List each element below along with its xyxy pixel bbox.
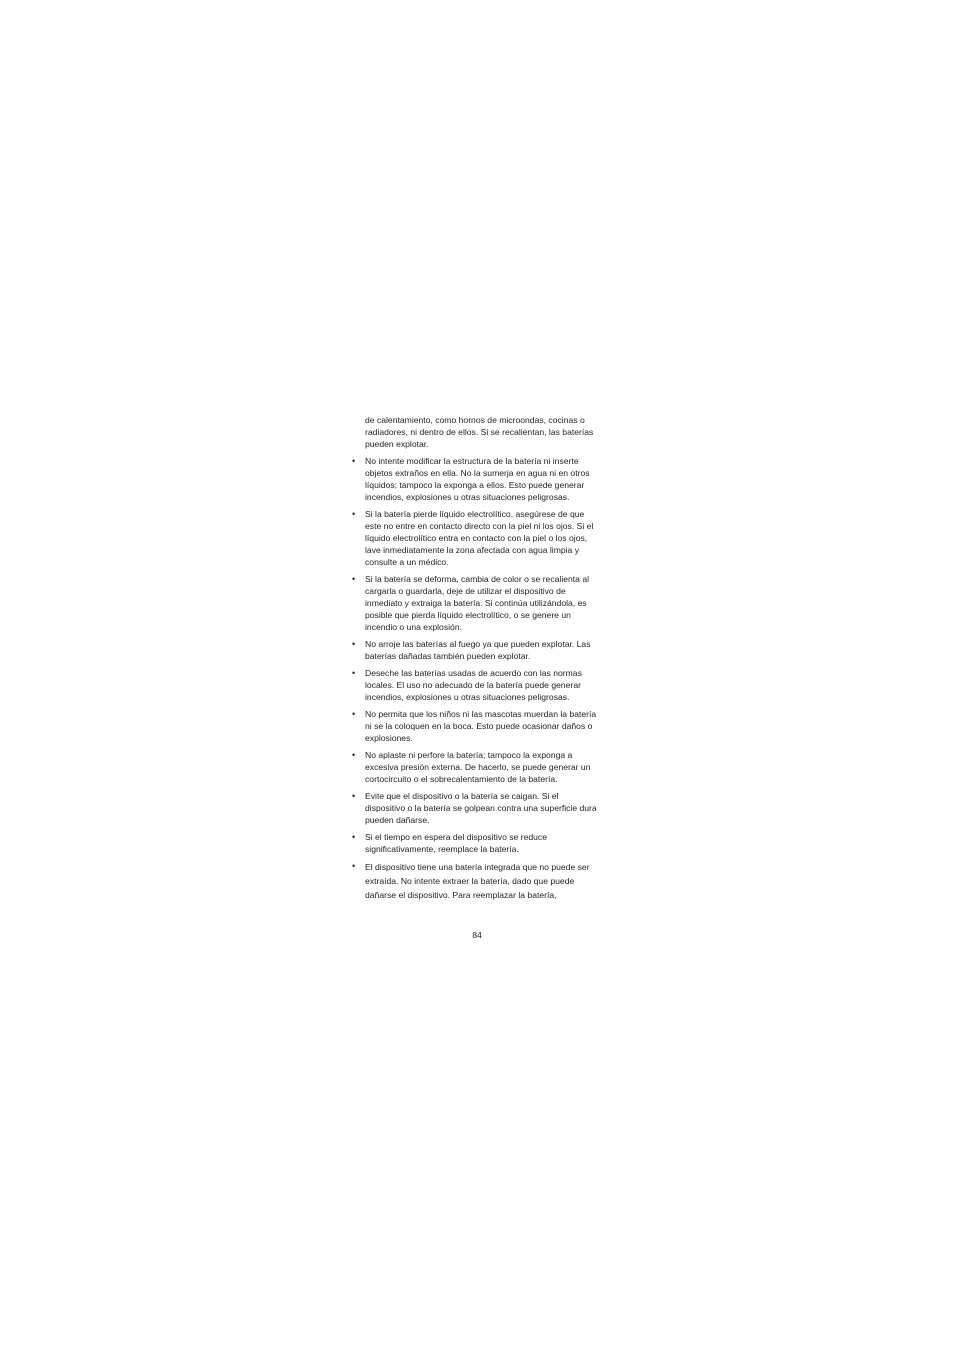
list-item: [352, 455, 598, 503]
bullet-icon: •: [352, 832, 356, 842]
list-item-text: No arroje las baterías al fuego ya que pueden explotar. Las baterías dañadas también pueden explotar.: [365, 639, 591, 661]
list-item: [352, 508, 598, 568]
list-item-text: El dispositivo tiene una batería integrada que no puede ser extraída. No intente extraer la batería, dado que puede dañarse el dispositivo. Para reemplazar la batería,: [365, 862, 590, 900]
list-item-text: No aplaste ni perfore la batería; tampoco la exponga a excesiva presión externa. De hacerlo, se puede generar un cortocircuito o el sobrecalentamiento de la batería.: [365, 750, 591, 784]
list-item: [352, 708, 598, 744]
list-item: [352, 790, 598, 826]
bullet-icon: •: [352, 668, 356, 678]
bullet-icon: •: [352, 709, 356, 719]
list-item-text: Si la batería se deforma, cambia de color o se recalienta al cargarla o guardarla, deje de utilizar el dispositivo de inmediato y extraiga la batería. Si continúa utilizándola, es posible que pierda líquido electrolítico, o se genere un incendio o una explosión.: [365, 574, 590, 632]
list-item-text: Deseche las baterías usadas de acuerdo con las normas locales. El uso no adecuado de la batería puede generar incendios, explosiones u otras situaciones peligrosas.: [365, 668, 582, 702]
lead-paragraph: de calentamiento, como hornos de microondas, cocinas o radiadores, ni dentro de ellos. Si se recalientan, las baterías pueden explotar.: [365, 415, 594, 449]
safety-bullet-list: [352, 455, 598, 902]
list-item-text: Evite que el dispositivo o la batería se caigan. Si el dispositivo o la batería se golpean contra una superficie dura pueden dañarse.: [365, 791, 597, 825]
page-body: [352, 414, 598, 907]
bullet-icon: •: [352, 456, 356, 466]
list-item-text: No intente modificar la estructura de la batería ni inserte objetos extraños en ella. No la sumerja en agua ni en otros líquidos; tampoco la exponga a ellos. Esto puede generar incendios, explosiones u otras situaciones peligrosas.: [365, 456, 590, 502]
list-item: [352, 860, 598, 902]
list-item: [352, 667, 598, 703]
list-item-text: No permita que los niños ni las mascotas muerdan la batería ni se la coloquen en la boca. Esto puede ocasionar daños o explosiones.: [365, 709, 597, 743]
bullet-icon: •: [352, 574, 356, 584]
bullet-icon: •: [352, 639, 356, 649]
list-item: [352, 749, 598, 785]
list-item-text: Si el tiempo en espera del dispositivo se reduce significativamente, reemplace la batería.: [365, 832, 548, 854]
list-item: [352, 831, 598, 855]
bullet-icon: •: [352, 750, 356, 760]
bullet-icon: •: [352, 509, 356, 519]
page-number: 84: [472, 930, 482, 940]
list-item: [352, 638, 598, 662]
bullet-icon: •: [352, 791, 356, 801]
list-item-text: Si la batería pierde líquido electrolítico, asegúrese de que este no entre en contacto directo con la piel ni los ojos. Si el líquido electrolítico entra en contacto con la piel o los ojos, lave inmediatamente la zona afectada con agua limpia y consulte a un médico.: [365, 509, 594, 567]
list-item: [352, 573, 598, 633]
bullet-icon: •: [352, 861, 356, 871]
